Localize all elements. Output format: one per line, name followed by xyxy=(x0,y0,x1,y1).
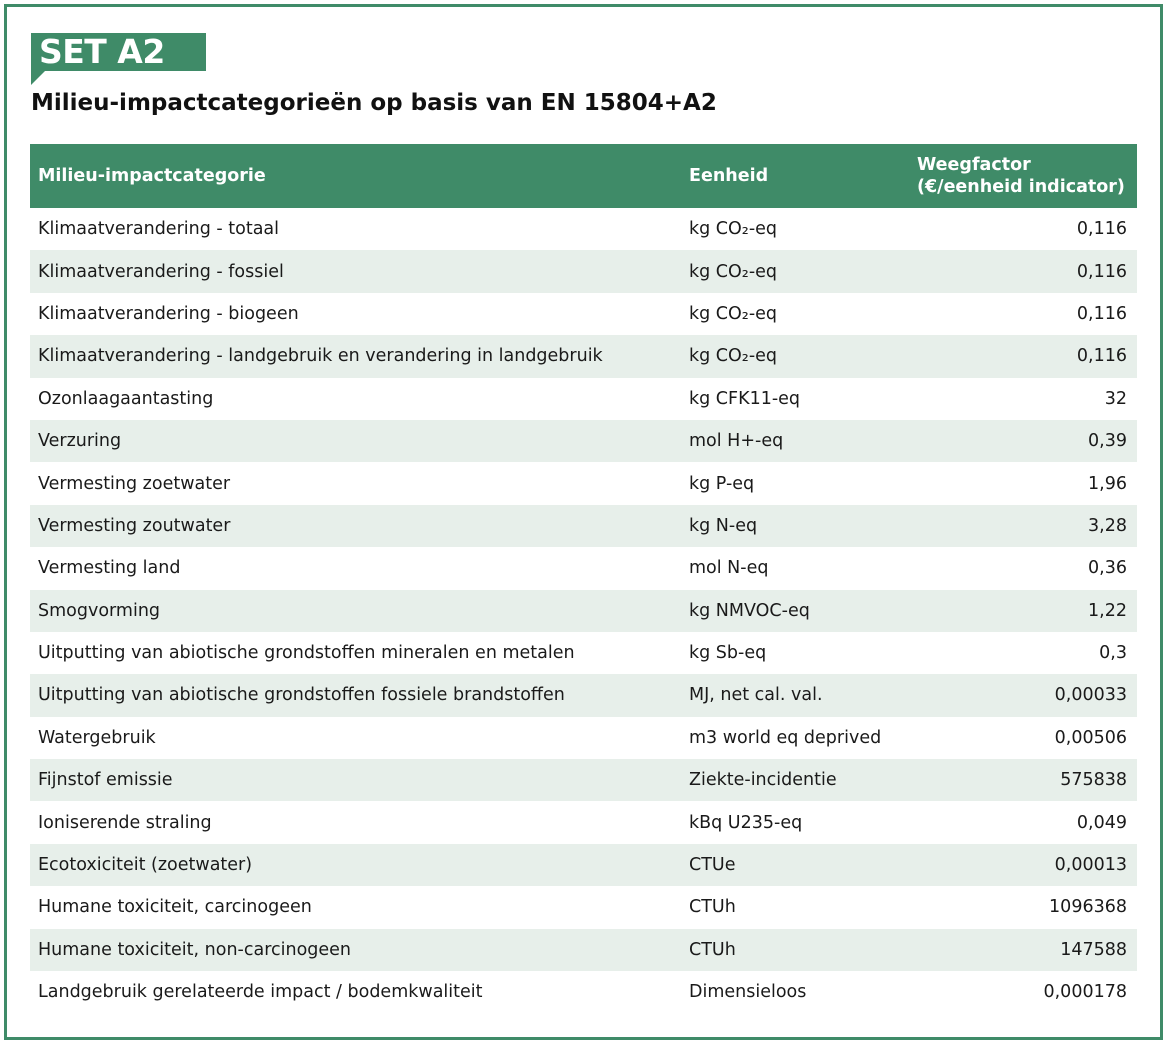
table-row xyxy=(30,971,1137,1013)
cell-unit: kg N-eq xyxy=(689,515,758,536)
cell-unit: mol N-eq xyxy=(689,558,769,579)
cell-unit: Dimensieloos xyxy=(689,982,807,1003)
header-unit: Eenheid xyxy=(689,166,769,186)
header-factor-line2: (€/eenheid indicator) xyxy=(917,177,1125,197)
cell-category: Ozonlaagaantasting xyxy=(38,388,214,409)
cell-unit: kg CO₂-eq xyxy=(689,219,778,240)
cell-factor: 0,116 xyxy=(1076,346,1127,367)
cell-unit: CTUh xyxy=(689,897,736,918)
cell-factor: 575838 xyxy=(1060,770,1127,791)
cell-factor: 0,116 xyxy=(1076,303,1127,324)
cell-unit: kg CO₂-eq xyxy=(689,303,778,324)
cell-category: Klimaatverandering - biogeen xyxy=(38,303,299,324)
cell-factor: 0,39 xyxy=(1088,431,1127,452)
table-row xyxy=(30,293,1137,335)
cell-unit: kg NMVOC-eq xyxy=(689,600,810,621)
cell-category: Ioniserende straling xyxy=(38,812,212,833)
cell-factor: 0,116 xyxy=(1076,219,1127,240)
cell-factor: 32 xyxy=(1104,388,1127,409)
cell-factor: 0,36 xyxy=(1088,558,1127,579)
cell-factor: 0,049 xyxy=(1076,812,1127,833)
cell-unit: kg CO₂-eq xyxy=(689,261,778,282)
table-row xyxy=(30,717,1137,759)
cell-category: Uitputting van abiotische grondstoffen fossiele brandstoffen xyxy=(38,685,565,706)
cell-factor: 1,22 xyxy=(1088,600,1127,621)
cell-unit: CTUe xyxy=(689,855,736,876)
header-factor xyxy=(909,144,1137,208)
cell-unit: m3 world eq deprived xyxy=(689,727,882,748)
table-row xyxy=(30,590,1137,632)
cell-factor: 1,96 xyxy=(1088,473,1127,494)
table-row xyxy=(30,929,1137,971)
cell-factor: 0,00033 xyxy=(1054,685,1127,706)
cell-category: Vermesting zoetwater xyxy=(38,473,231,494)
cell-factor: 0,00013 xyxy=(1054,855,1127,876)
cell-category: Fijnstof emissie xyxy=(38,770,173,791)
page-title: Milieu-impactcategorieën op basis van EN 15804+A2 xyxy=(31,90,717,116)
impact-table xyxy=(30,144,1137,1013)
table-row xyxy=(30,335,1137,377)
cell-unit: kg P-eq xyxy=(689,473,755,494)
cell-category: Ecotoxiciteit (zoetwater) xyxy=(38,855,253,876)
cell-category: Uitputting van abiotische grondstoffen mineralen en metalen xyxy=(38,643,575,664)
table-row xyxy=(30,632,1137,674)
cell-factor: 0,000178 xyxy=(1043,982,1127,1003)
table-row xyxy=(30,462,1137,504)
cell-category: Landgebruik gerelateerde impact / bodemkwaliteit xyxy=(38,982,483,1003)
cell-category: Vermesting zoutwater xyxy=(38,515,231,536)
cell-factor: 0,3 xyxy=(1099,643,1127,664)
cell-category: Klimaatverandering - totaal xyxy=(38,219,280,240)
cell-unit: kBq U235-eq xyxy=(689,812,803,833)
table-row xyxy=(30,420,1137,462)
cell-category: Humane toxiciteit, carcinogeen xyxy=(38,897,312,918)
cell-factor: 147588 xyxy=(1060,939,1127,960)
header-category: Milieu-impactcategorie xyxy=(38,166,266,186)
header-factor-line1: Weegfactor xyxy=(917,155,1031,175)
cell-factor: 0,00506 xyxy=(1054,727,1127,748)
cell-factor: 1096368 xyxy=(1049,897,1127,918)
cell-category: Klimaatverandering - fossiel xyxy=(38,261,284,282)
cell-unit: kg CO₂-eq xyxy=(689,346,778,367)
table-header-row xyxy=(30,144,1137,208)
table-row xyxy=(30,844,1137,886)
cell-unit: MJ, net cal. val. xyxy=(689,685,823,706)
cell-unit: kg Sb-eq xyxy=(689,643,767,664)
table-row xyxy=(30,674,1137,716)
table-row xyxy=(30,547,1137,589)
cell-unit: Ziekte-incidentie xyxy=(689,770,837,791)
table-row xyxy=(30,759,1137,801)
table-row xyxy=(30,378,1137,420)
table-row xyxy=(30,801,1137,843)
cell-category: Klimaatverandering - landgebruik en verandering in landgebruik xyxy=(38,346,603,367)
table-row xyxy=(30,250,1137,292)
table-row xyxy=(30,886,1137,928)
cell-unit: CTUh xyxy=(689,939,736,960)
table-row xyxy=(30,505,1137,547)
cell-category: Verzuring xyxy=(38,431,122,452)
cell-category: Watergebruik xyxy=(38,727,156,748)
cell-category: Vermesting land xyxy=(38,558,181,579)
cell-factor: 0,116 xyxy=(1076,261,1127,282)
cell-category: Humane toxiciteit, non-carcinogeen xyxy=(38,939,352,960)
cell-factor: 3,28 xyxy=(1088,515,1127,536)
table-row xyxy=(30,208,1137,250)
cell-category: Smogvorming xyxy=(38,600,161,621)
cell-unit: kg CFK11-eq xyxy=(689,388,801,409)
set-badge: SET A2 xyxy=(31,33,206,71)
badge-tail xyxy=(31,71,45,85)
cell-unit: mol H+-eq xyxy=(689,431,784,452)
